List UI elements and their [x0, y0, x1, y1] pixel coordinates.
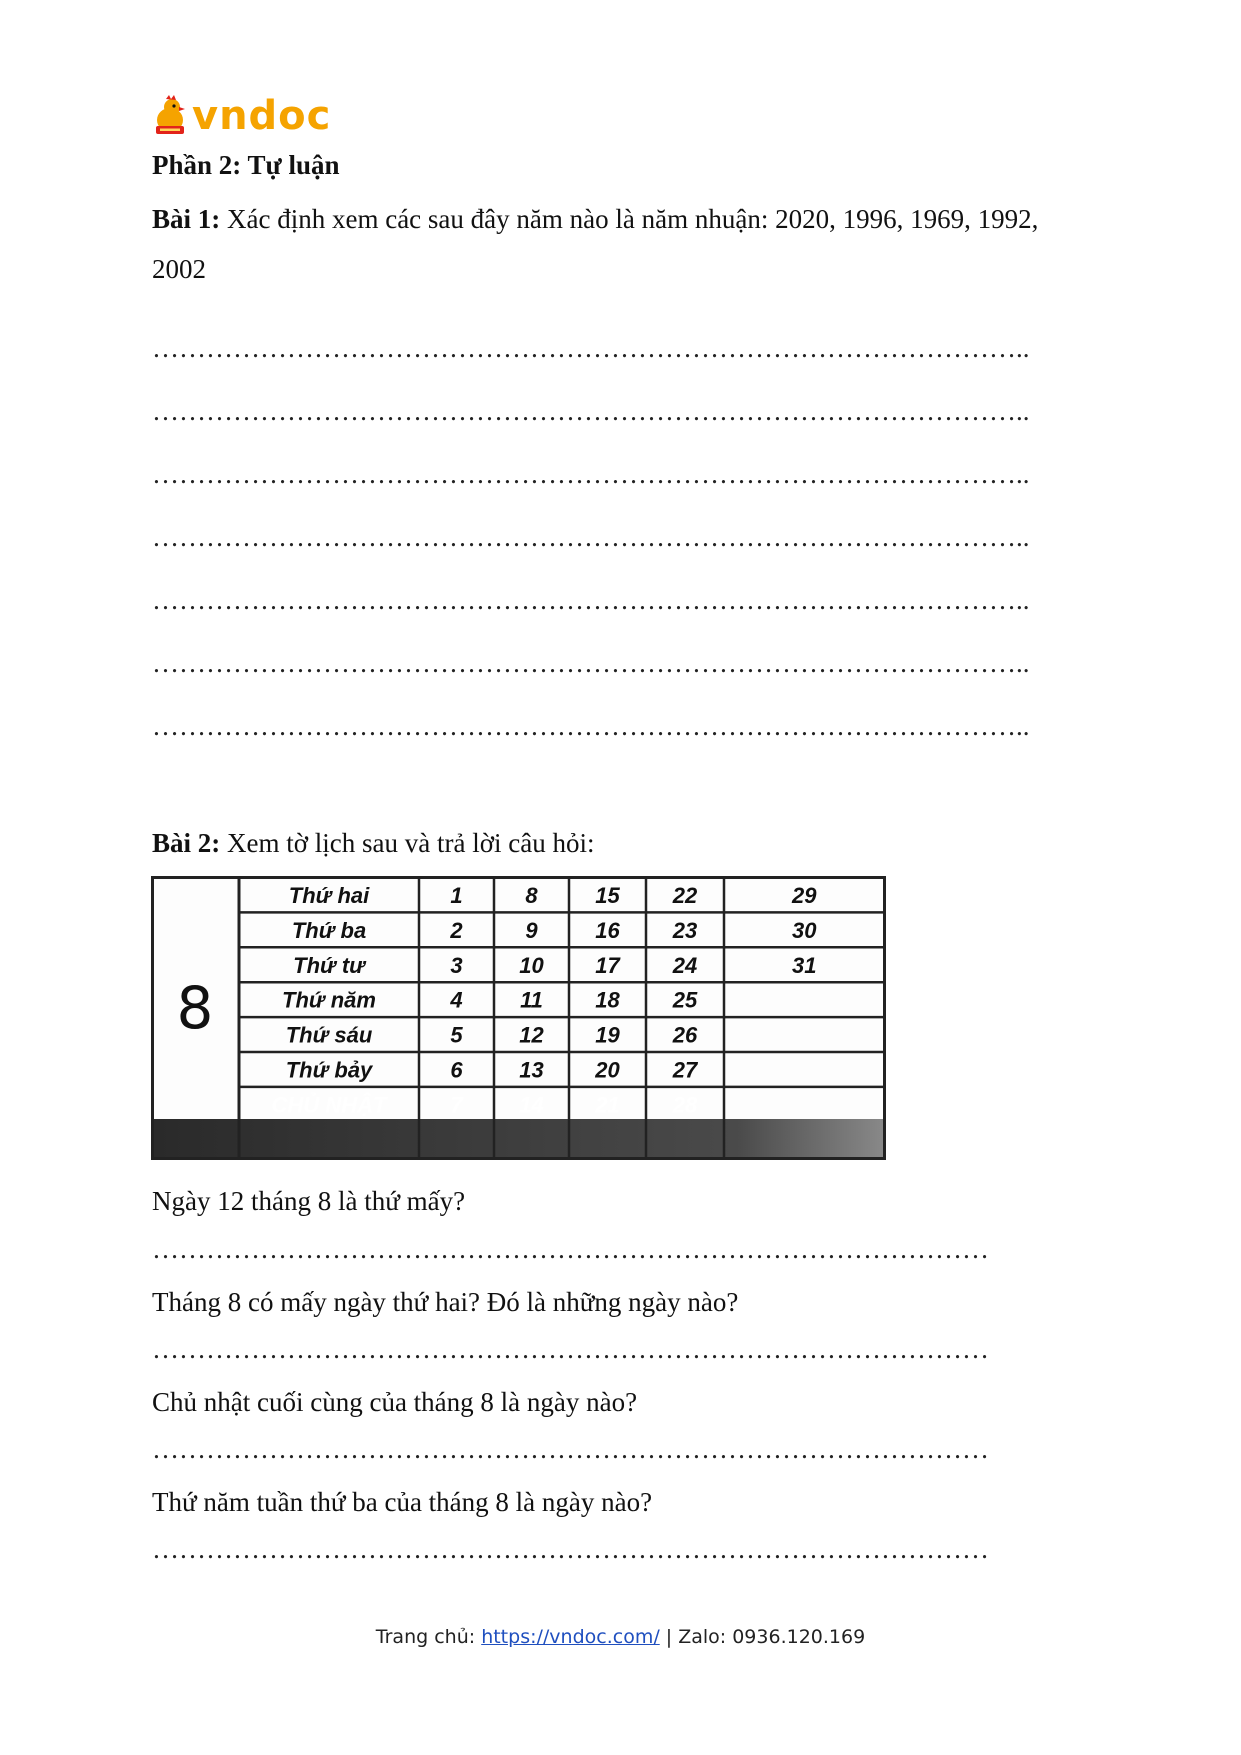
section-title: Phần 2: Tự luận: [152, 150, 340, 180]
calendar-date-cell: 10: [519, 952, 544, 978]
calendar-date-cell: 7: [450, 1092, 463, 1118]
answer-line-1: ……………………………………………………………………………………..: [152, 333, 1030, 363]
calendar-day-label: Thứ bảy: [285, 1057, 373, 1083]
calendar-date-cell: 17: [595, 952, 620, 978]
calendar-date-cell: 28: [672, 1092, 698, 1118]
calendar-date-cell: 6: [450, 1057, 463, 1083]
question-4: Thứ năm tuần thứ ba của tháng 8 là ngày nào?: [152, 1487, 653, 1517]
calendar-date-cell: 14: [519, 1092, 544, 1118]
answer-line-6: ……………………………………………………………………………………..: [152, 648, 1030, 678]
footer: [0, 1626, 1241, 1648]
sunday-row-bg: [154, 1119, 883, 1157]
calendar-date-cell: 23: [672, 917, 698, 943]
answer-line-3: ……………………………………………………………………………………..: [152, 459, 1030, 489]
question-3: Chủ nhật cuối cùng của tháng 8 là ngày nào?: [152, 1387, 638, 1417]
bai1-label: Bài 1:: [152, 204, 221, 234]
calendar-date-cell: 22: [672, 882, 698, 908]
calendar-table: [151, 876, 886, 1160]
calendar-date-cell: 9: [525, 917, 538, 943]
calendar-day-label: Thứ sáu: [285, 1022, 373, 1048]
calendar-day-label: CHỦ NHẬT: [271, 1092, 387, 1118]
calendar-date-cell: 29: [792, 882, 817, 908]
footer-prefix: Trang chủ:: [375, 1626, 482, 1648]
calendar-date-cell: 19: [595, 1022, 620, 1048]
calendar-date-cell: 13: [519, 1057, 544, 1083]
calendar-day-label: Thứ năm: [282, 987, 376, 1013]
answer-line-7: ……………………………………………………………………………………..: [152, 711, 1030, 741]
question-2-answer-line: …………………………………………………………………………………: [152, 1334, 989, 1364]
calendar-date-cell: 12: [519, 1022, 544, 1048]
calendar-date-cell: 25: [672, 987, 698, 1013]
calendar-date-cell: 31: [792, 952, 817, 978]
bai2-text: Xem tờ lịch sau và trả lời câu hỏi:: [220, 828, 595, 858]
calendar-date-cell: 26: [672, 1022, 698, 1048]
calendar-date-cell: 20: [595, 1057, 620, 1083]
answer-line-5: ……………………………………………………………………………………..: [152, 585, 1030, 615]
question-2: Tháng 8 có mấy ngày thứ hai? Đó là những ngày nào?: [152, 1287, 739, 1317]
question-4-answer-line: …………………………………………………………………………………: [152, 1534, 989, 1564]
question-1: Ngày 12 tháng 8 là thứ mấy?: [152, 1186, 466, 1216]
logo-text: vndoc: [192, 93, 332, 139]
calendar-date-cell: 24: [672, 952, 698, 978]
bai1-question: [152, 194, 1082, 294]
bai2-label: Bài 2:: [152, 828, 221, 858]
bai1-text: Xác định xem các sau đây năm nào là năm nhuận: 2020, 1996, 1969, 1992, 2002: [152, 204, 1039, 284]
answer-line-2: ……………………………………………………………………………………..: [152, 396, 1030, 426]
calendar-date-cell: 1: [450, 882, 463, 908]
bai2-question: [152, 818, 1082, 868]
calendar-date-cell: 11: [520, 987, 543, 1013]
footer-contact: | Zalo: 0936.120.169: [659, 1626, 866, 1648]
calendar-date-cell: 30: [792, 917, 817, 943]
calendar-date-cell: 15: [595, 882, 620, 908]
calendar-date-cell: 4: [450, 987, 463, 1013]
calendar-date-cell: 21: [595, 1092, 620, 1118]
calendar-date-cell: 3: [450, 952, 463, 978]
calendar-month-number: 8: [176, 974, 214, 1042]
answer-line-4: ……………………………………………………………………………………..: [152, 522, 1030, 552]
vndoc-logo: [150, 92, 331, 140]
question-1-answer-line: …………………………………………………………………………………: [152, 1234, 989, 1264]
calendar-date-cell: 27: [672, 1057, 698, 1083]
footer-home-link[interactable]: https://vndoc.com/: [481, 1626, 660, 1648]
calendar-date-cell: 18: [595, 987, 620, 1013]
calendar-date-cell: 16: [595, 917, 620, 943]
calendar-date-cell: 2: [450, 917, 463, 943]
calendar-day-label: Thứ hai: [288, 882, 370, 908]
chicken-mascot-icon: [150, 94, 190, 138]
calendar-day-label: Thứ ba: [291, 917, 367, 943]
question-3-answer-line: …………………………………………………………………………………: [152, 1434, 989, 1464]
calendar-date-cell: 5: [450, 1022, 463, 1048]
calendar-date-cell: 8: [525, 882, 538, 908]
calendar-day-label: Thứ tư: [293, 952, 365, 978]
